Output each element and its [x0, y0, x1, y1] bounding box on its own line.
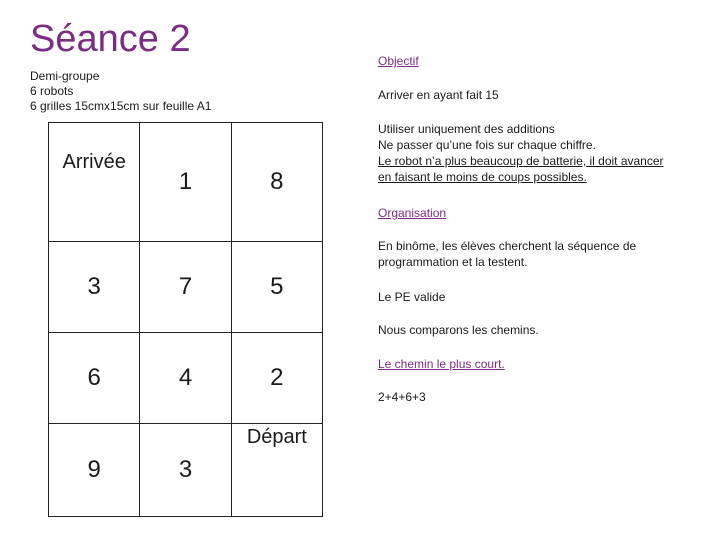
org-step-pairs-2: programmation et la testent.	[378, 255, 528, 269]
rule-additions: Utiliser uniquement des additions	[378, 122, 555, 136]
grid-cell: 8	[231, 123, 322, 242]
grid-row	[49, 333, 323, 424]
info-grids: 6 grilles 15cmx15cm sur feuille A1	[30, 99, 212, 113]
org-step-shortest: Le chemin le plus court.	[378, 357, 505, 371]
grid-row	[49, 123, 323, 242]
grid-cell: 4	[140, 333, 231, 424]
info-robots: 6 robots	[30, 84, 74, 98]
grid-row	[49, 424, 323, 517]
grid-cell-arrival: Arrivée	[49, 123, 140, 242]
grid-row	[49, 242, 323, 333]
info-group: Demi-groupe	[30, 69, 100, 83]
org-step-validate: Le PE valide	[378, 290, 446, 304]
session-info	[30, 69, 211, 114]
slide-title: Séance 2	[30, 18, 191, 60]
grid-cell: 9	[49, 424, 140, 517]
grid-cell: 7	[140, 242, 231, 333]
grid-cell: 3	[140, 424, 231, 517]
organisation-heading: Organisation	[378, 206, 447, 220]
number-grid	[48, 122, 323, 517]
grid-cell: 5	[231, 242, 322, 333]
objectif-heading: Objectif	[378, 54, 419, 68]
answer-path: 2+4+6+3	[378, 390, 426, 404]
rule-battery-1: Le robot n’a plus beaucoup de batterie, il doit avancer	[378, 154, 664, 168]
objectif-goal: Arriver en ayant fait 15	[378, 88, 499, 102]
org-step-pairs-1: En binôme, les élèves cherchent la séquence de	[378, 239, 637, 253]
rule-battery-2: en faisant le moins de coups possibles.	[378, 170, 587, 184]
org-step-compare: Nous comparons les chemins.	[378, 323, 539, 337]
grid-cell: 3	[49, 242, 140, 333]
grid-cell: 1	[140, 123, 231, 242]
grid-cell: 2	[231, 333, 322, 424]
grid-cell: 6	[49, 333, 140, 424]
grid-cell-start: Départ	[231, 424, 322, 517]
rule-once: Ne passer qu’une fois sur chaque chiffre.	[378, 138, 596, 152]
